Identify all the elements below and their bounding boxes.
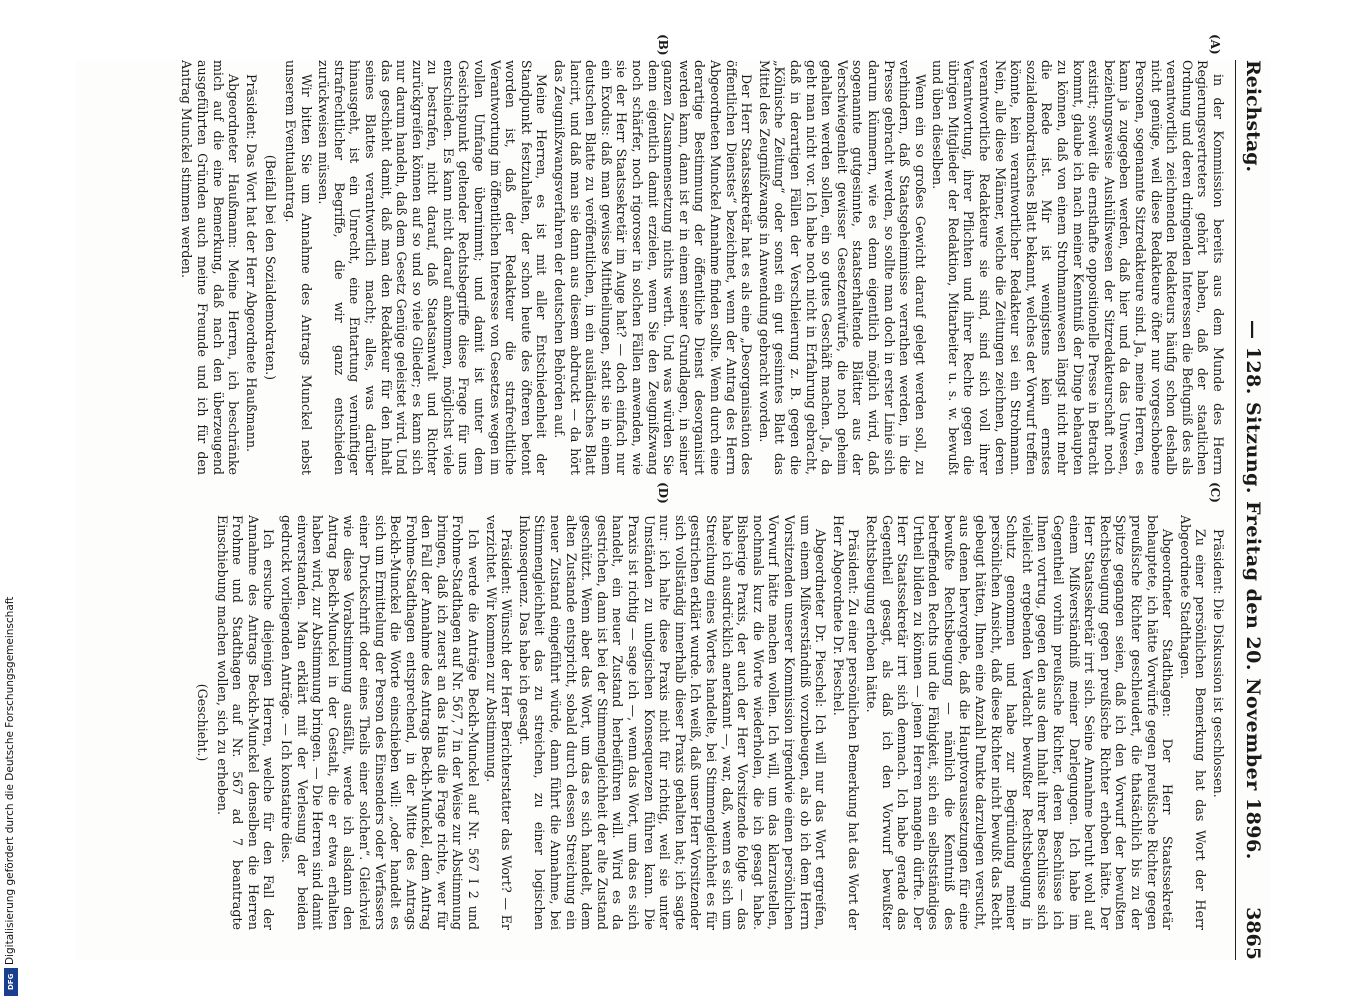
right-column bbox=[86, 515, 1226, 930]
paragraph: in der Kommission bereits aus dem Munde des Herrn Regierungsvertreters gehört haben, daß der staatlichen Ordnung und deren dringenden Interessen die Befugniß des als verantwortlich zeichnenden Redakteurs häufig schon deshalb nicht genüge, weil diese Redakteure öfter nur vorgeschobene Personen, sogenannte Sitzredakteure sind. Ja, meine Herren, es kann ja zugegeben werden, daß hier und da das Unwesen, beziehungsweise Aushülfswesen der Sitzredakteurschaft noch existirt; soweit die ernsthafte oppositionelle Presse in Betracht kommt, glaube ich nach meiner Kenntniß der Dinge behaupten zu können, daß von einem Strohmannwesen längst nicht mehr die Rede ist. Mir ist wenigstens kein ernstes sozialdemokratisches Blatt bekannt, welches der Vorwurf treffen könnte, kein verantwortlicher Redakteur sei ein Strohmann. Nein, alle diese Männer, welche die Zeitungen zeichnen, deren verantwortliche Redakteure sie sind, sind sich voll ihrer Verantwortung, ihrer Pflichten und ihrer Rechte gegen die übrigen Mitglieder der Redaktion, Mitarbeiter u. s. w. bewußt und üben dieselben. bbox=[930, 60, 1226, 475]
applause-note: (Beifall bei den Sozialdemokraten.) bbox=[263, 154, 279, 381]
president-statement: Präsident: Das Wort hat der Herr Abgeordnete Haußmann. bbox=[243, 74, 259, 453]
margin-marker-b: (B) bbox=[656, 34, 670, 56]
paragraph: Präsident: Wünscht der Herr Berichterstatter das Wort? — Er verzichtet. Wir kommen zur Abstimmung. bbox=[483, 515, 515, 930]
paragraph: Abgeordneter Dr. Pieschel: Ich will nur das Wort ergreifen, um einem Mißverständniß vorzubeugen, als ob ich dem Herrn Vorsitzenden unserer Kommission irgendwie einen persönlichen Vorwurf hätte machen wollen. Ich will, um das klarzustellen, nochmals kurz die Worte wiederholen, die ich gesagt habe. Bisherige Praxis, der auch der Herr Vorsitzende folgte — das habe ich ausdrücklich anerkannt —, war, daß, wenn es sich um Streichung eines Wortes handelte, bei Stimmengleichheit es für gestrichen erklärt wurde. Ich weiß, daß unser Herr Vorsitzender sich vollständig innerhalb dieser Praxis gehalten hat; ich sagte nur: ich halte diese Praxis nicht für richtig, weil sie unter Umständen zu unlogischen Konsequenzen führen kann. Die Praxis ist richtig — sage ich —, wenn das Wort, um das es sich handelt, ein neuer Zustand herbeiführen will. Wird es da gestrichen, dann ist bei der Stimmengleichheit der alte Zustand geschützt. Wenn aber das Wort, um das es sich handelt, dem alten Zustande entspricht, sobald durch dessen Streichung ein neuer Zustand eingeführt würde, dann führt die Annahme, bei Stimmengleichheit das zu streichen, zu einer logischen Inkonsequenz. Das habe ich gesagt. bbox=[516, 515, 829, 930]
paragraph: Wir bitten Sie um Annahme des Antrags Munckel nebst unserem Eventualantrag. bbox=[282, 60, 314, 475]
footer-credit: Digitalisierung gefördert durch die Deutsche Forschungsgemeinschaft bbox=[4, 596, 16, 965]
page-header bbox=[1235, 60, 1270, 960]
document-page bbox=[75, 34, 1270, 960]
closing-note: (Geschieht.) bbox=[195, 683, 210, 762]
paragraph: Abgeordneter Stadthagen: Der Herr Staatssekretär behauptete, ich hätte Vorwürfe gegen preußische Richter gegen preußische Richter geschleudert, die thatsächlich bis zu der Spitze gegangen seien, daß ich den Vorwurf der bewußten Rechtsbeugung gegen preußische Richter erhoben hätte. Der Herr Staatssekretär irrt sich. Seine Annahme beruht wohl auf einem Mißverständniß meiner Darlegungen. Ich habe im Gegentheil vorhin preußische Richter, deren Beschlüsse ich Ihnen vortrug, gegen den aus dem Inhalt ihrer Beschlüsse sich vielleicht ergebenden Verdacht bewußter Rechtsbeugung in Schutz genommen und habe zur Begründung meiner persönlichen Ansicht, daß diese Richter nicht bewußt das Recht gebeugt hätten, Ihnen eine Anzahl Punkte darzulegen versucht, aus denen hervorgehe, daß die Hauptvoraussetzungen für eine bewußte Rechtsbeugung — nämlich die Kenntniß des betreffenden Rechts und die Fähigkeit, sich ein selbstständiges Urtheil bilden zu können — jenen Herren mangeln dürfte. Der Herr Staatssekretär irrt sich demnach. Ich habe gerade das Gegentheil gesagt, als daß ich den Vorwurf bewußter Rechtsbeugung erhoben hätte. bbox=[863, 515, 1176, 930]
dfg-logo: DFG bbox=[4, 968, 18, 996]
paragraph: Präsident: Die Diskussion ist geschlossen. bbox=[1211, 529, 1226, 798]
header-left: Reichstag. bbox=[1242, 60, 1264, 173]
paragraph: Zu einer persönlichen Bemerkung hat das Wort der Herr Abgeordnete Stadthagen. bbox=[1177, 515, 1209, 930]
footer bbox=[2, 0, 20, 1000]
left-column bbox=[86, 60, 1226, 475]
paragraph: Ich werde die Anträge Beckh-Munckel auf Nr. 567 I 2 und Frohme-Stadthagen auf Nr. 567, 7 in der Weise zur Abstimmung bringen, daß ich zuerst an das Haus die Frage richte, wer für den Fall der Annahme des Antrags Beckh-Munckel, dem Antrag Frohme-Stadthagen entsprechend, in der Mitte des Antrags Beckh-Munckel die Worte einschieben will: „oder handelt es sich um Ermittelung der Person des Einsenders oder Verfassers einer Druckschrift oder eines Theils einer solchen“. Gleichviel wie diese Vorabstimmung ausfällt, werde ich alsdann den Antrag Beckh-Munckel in der Gestalt, die er etwa erhalten haben wird, zur Abstimmung bringen. — Die Herren sind damit einverstanden. Man erklärt mit der Verlesung der beiden gedruckt vorliegenden Anträge. — Ich konstatire dies. bbox=[278, 515, 482, 930]
paragraph: Wenn ein so großes Gewicht darauf gelegt werden soll, zu verhindern, daß Staatsgeheimnisse verrathen werden, in die Presse gebracht werden, so sollte man doch in erster Linie sich darum kümmern, wie es denn eigentlich möglich wird, daß sogenannte gutgesinnte, staatserhaltende Blätter aus der Verschwiegenheit gewisser Gesetzentwürfe, die noch geheim gehalten werden sollen, ein so gutes Geschäft machen. Ja, da geht man nicht vor. Ich habe noch nicht in Erfahrung gebracht, daß in derartigen Fällen der Verschleierung z. B. gegen die „Kölnische Zeitung“ oder sonst ein gut gesinntes Blatt das Mittel des Zeugnißzwangs in Anwendung gebracht worden. bbox=[756, 60, 928, 475]
margin-marker-d: (D) bbox=[656, 482, 670, 504]
paragraph: Ich ersuche diejenigen Herren, welche für den Fall der Annahme des Antrags Beckh-Munckel denselben die Herren Frohme und Stadthagen auf Nr. 567 ad 7 beantragte Einschiebung machen wollen, sich zu erheben. bbox=[214, 515, 277, 930]
haussmann-statement: Abgeordneter Haußmann: Meine Herren, ich beschränke mich auf die eine Bemerkung, daß nach den überzeugend ausgeführten Gründen auch meine Freunde und ich für den Antrag Munckel stimmen werden. bbox=[179, 60, 242, 475]
paragraph: Meine Herren, es ist mit aller Entschiedenheit der Standpunkt festzuhalten, der schon heute des öfteren betont worden ist, daß der Redakteur die strafrechtliche Verantwortung im öffentlichen Interesse von Gesetzes wegen im vollen Umfange übernimmt; und damit ist unter dem Gesichtspunkt geltender Rechtsbegriffe diese Frage für uns entschieden. Es kann nicht darauf ankommen, möglichst viele zu bestrafen, nicht darauf, daß Staatsanwalt und Richter zurückgreifen können auf so und so viele Glieder; es kann sich nur darum handeln, daß dem Gesetz Genüge geleistet wird. Und das geschieht damit, daß man den Redakteur für den Inhalt seines Blattes verantwortlich macht; alles, was darüber hinausgeht, ist ein Unrecht, eine Entartung vernünftiger strafrechtlicher Begriffe, die wir ganz entschieden zurückweisen müssen. bbox=[316, 60, 550, 475]
paragraph: Präsident: Zu einer persönlichen Bemerkung hat das Wort der Herr Abgeordnete Dr. Pieschel. bbox=[830, 515, 862, 930]
header-title: — 128. Sitzung. Freitag den 20. November 1896. bbox=[1242, 320, 1264, 860]
margin-marker-a: (A) bbox=[1208, 34, 1222, 55]
page-number: 3865 bbox=[1242, 907, 1264, 960]
margin-marker-c: (C) bbox=[1208, 482, 1222, 503]
paragraph: Der Herr Staatssekretär hat es als eine „Desorganisation des öffentlichen Dienstes“ bezeichnet, wenn der Antrag des Herrn Abgeordneten Munckel Annahme finden sollte. Wenn durch eine derartige Bestimmung der öffentliche Dienst desorganisirt werden kann, dann ist er in einem seiner Grundlagen, in seiner ganzen Zusammensetzung nichts werth. Und was würden Sie denn eigentlich damit erzielen, wenn Sie den Zeugnißzwang noch schärfer, noch rigoroser in solchen Fällen anwenden, wie sie der Herr Staatssekretär im Auge hat? — doch einfach nur ein Exodus: daß man gewisse Mittheilungen, statt sie in einem deutschen Blatte zu veröffentlichen, in ein ausländisches Blatt lancirt, und daß man sie dann aus diesem abdruckt — da hört das Zeugnißzwangsverfahren der deutschen Behörden auf. bbox=[552, 60, 755, 475]
